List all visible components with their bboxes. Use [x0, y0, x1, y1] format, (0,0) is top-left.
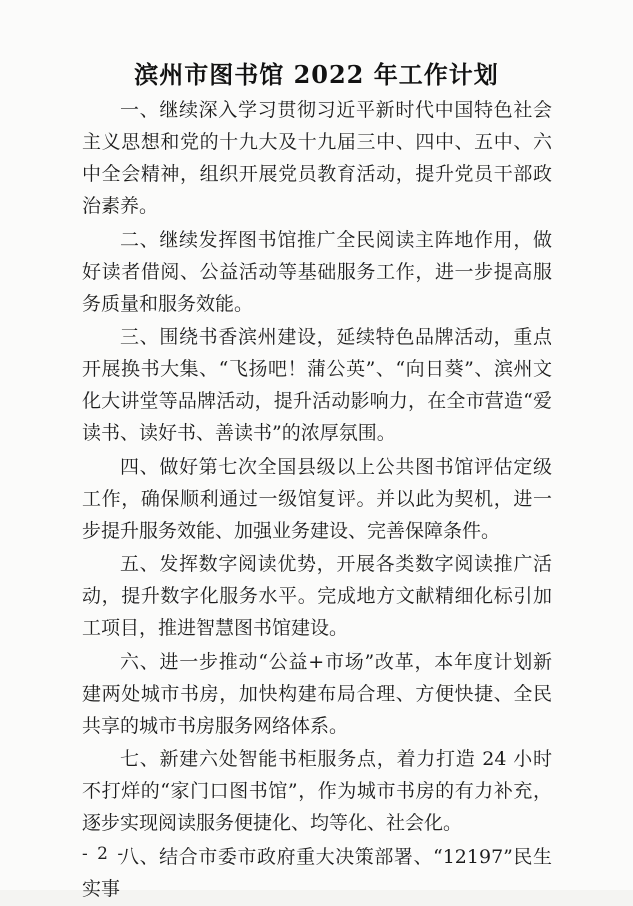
- paragraph-1: 一、继续深入学习贯彻习近平新时代中国特色社会主义思想和党的十九大及十九届三中、四中、五中、六中全会精神，组织开展党员教育活动，提升党员干部政治素养。: [82, 99, 552, 217]
- paragraph-2: 二、继续发挥图书馆推广全民阅读主阵地作用，做好读者借阅、公益活动等基础服务工作，进一步提高服务质量和服务效能。: [82, 228, 552, 315]
- paragraph-6: 六、进一步推动“公益+市场”改革，本年度计划新建两处城市书房，加快构建布局合理、方便快捷、全民共享的城市书房服务网络体系。: [82, 650, 552, 737]
- page-number: - 2 -: [82, 844, 126, 864]
- paragraph-8: 八、结合市委市政府重大决策部署、“12197”民生实事: [82, 845, 552, 900]
- paragraph-5: 五、发挥数字阅读优势，开展各类数字阅读推广活动，提升数字化服务水平。完成地方文献精细化标引加工项目，推进智慧图书馆建设。: [82, 553, 552, 639]
- document-title: 滨州市图书馆 2022 年工作计划: [134, 60, 499, 89]
- paragraph-4: 四、做好第七次全国县级以上公共图书馆评估定级工作，确保顺利通过一级馆复评。并以此为契机，进一步提升服务效能、加强业务建设、完善保障条件。: [82, 455, 552, 542]
- document-body: [82, 94, 552, 906]
- paragraph-7: 七、新建六处智能书柜服务点，着力打造 24 小时不打烊的“家门口图书馆”，作为城市书房的有力补充，逐步实现阅读服务便捷化、均等化、社会化。: [82, 748, 552, 834]
- paragraph-3: 三、围绕书香滨州建设，延续特色品牌活动，重点开展换书大集、“飞扬吧！蒲公英”、“向日葵”、滨州文化大讲堂等品牌活动，提升活动影响力，在全市营造“爱读书、读好书、善读书”的浓厚氛围。: [82, 326, 552, 444]
